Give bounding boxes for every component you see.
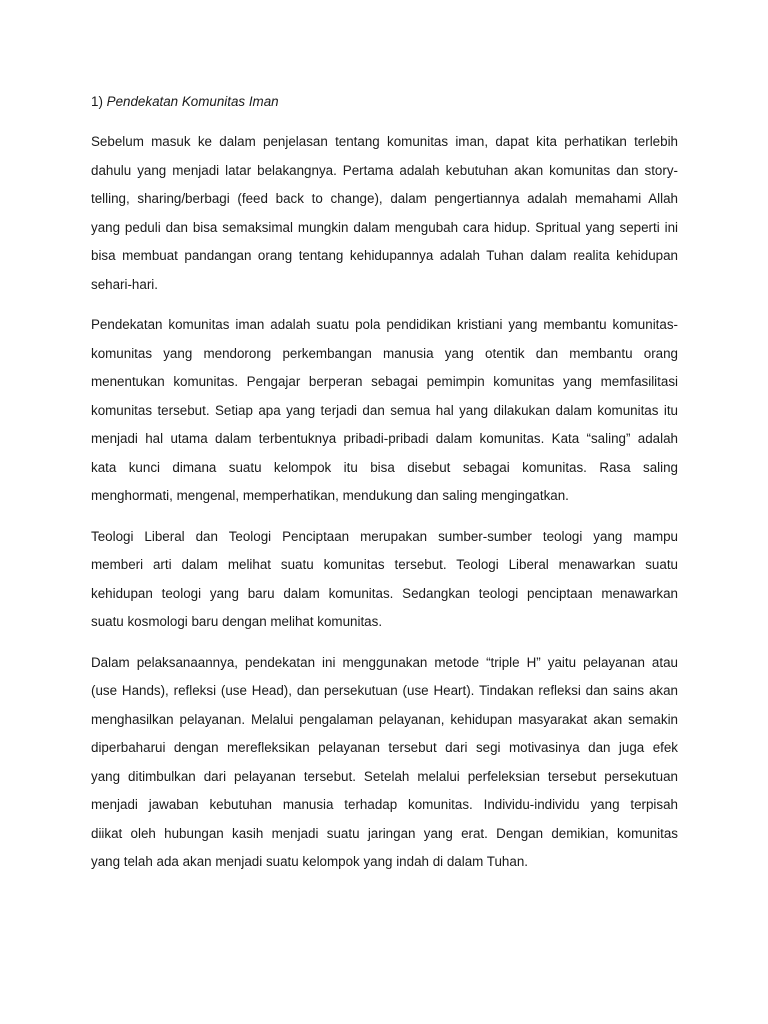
paragraph-line: diikat oleh hubungan kasih menjadi suatu jaringan yang erat. Dengan demikian, komunitas (91, 825, 678, 841)
paragraph-2 (91, 311, 678, 511)
paragraph-line: yang ditimbulkan dari pelayanan tersebut. Setelah melalui perfeleksian tersebut persekutuan (91, 768, 678, 784)
paragraph-line: menjadi hal utama dalam terbentuknya pribadi-pribadi dalam komunitas. Kata “saling” adalah (91, 431, 678, 446)
paragraph-line: Dalam pelaksanaannya, pendekatan ini menggunakan metode “triple H” yaitu pelayanan atau (91, 654, 678, 670)
paragraph-line: suatu kosmologi baru dengan melihat komunitas. (91, 614, 383, 629)
paragraph-line: diperbaharui dengan merefleksikan pelayanan tersebut dari segi motivasinya dan juga efek (91, 740, 678, 755)
paragraph-line: bisa membuat pandangan orang tentang kehidupannya adalah Tuhan dalam realita kehidupan (91, 248, 678, 263)
paragraph-line: komunitas yang mendorong perkembangan manusia yang otentik dan membantu orang (91, 345, 678, 361)
paragraph-line: telling, sharing/berbagi (feed back to change), dalam pengertiannya adalah memahami Allah (91, 191, 678, 206)
paragraph-line: komunitas tersebut. Setiap apa yang terjadi dan semua hal yang dilakukan dalam komunitas itu (91, 402, 678, 418)
paragraph-4 (91, 649, 678, 877)
paragraph-line: yang telah ada akan menjadi suatu kelompok yang indah di dalam Tuhan. (91, 854, 528, 869)
paragraph-line: menghormati, mengenal, memperhatikan, mendukung dan saling mengingatkan. (91, 488, 569, 503)
paragraph-3 (91, 523, 678, 637)
section-number: 1) (91, 94, 103, 109)
paragraph-line: memberi arti dalam melihat suatu komunitas tersebut. Teologi Liberal menawarkan suatu (91, 557, 678, 572)
paragraph-line: kata kunci dimana suatu kelompok itu bisa disebut sebagai komunitas. Rasa saling (91, 459, 678, 475)
paragraph-line: Sebelum masuk ke dalam penjelasan tentang komunitas iman, dapat kita perhatikan terlebih (91, 134, 678, 149)
paragraph-line: menjadi jawaban kebutuhan manusia terhadap komunitas. Individu-individu yang terpisah (91, 797, 678, 812)
paragraph-line: Pendekatan komunitas iman adalah suatu pola pendidikan kristiani yang membantu komunitas- (91, 317, 678, 332)
paragraph-line: kehidupan teologi yang baru dalam komunitas. Sedangkan teologi penciptaan menawarkan (91, 585, 678, 601)
paragraph-line: yang peduli dan bisa semaksimal mungkin dalam mengubah cara hidup. Spritual yang seperti ini (91, 219, 678, 235)
document-page (91, 88, 678, 889)
paragraph-line: dahulu yang menjadi latar belakangnya. Pertama adalah kebutuhan akan komunitas dan story- (91, 162, 678, 178)
paragraph-line: (use Hands), refleksi (use Head), dan persekutuan (use Heart). Tindakan refleksi dan sains akan (91, 683, 678, 698)
section-heading (91, 88, 678, 116)
paragraph-line: Teologi Liberal dan Teologi Penciptaan merupakan sumber-sumber teologi yang mampu (91, 528, 678, 544)
paragraph-line: menghasilkan pelayanan. Melalui pengalaman pelayanan, kehidupan masyarakat akan semakin (91, 711, 678, 727)
paragraph-line: menentukan komunitas. Pengajar berperan sebagai pemimpin komunitas yang memfasilitasi (91, 374, 678, 389)
section-title: Pendekatan Komunitas Iman (106, 94, 279, 109)
paragraph-1 (91, 128, 678, 299)
paragraph-line: sehari-hari. (91, 276, 158, 292)
